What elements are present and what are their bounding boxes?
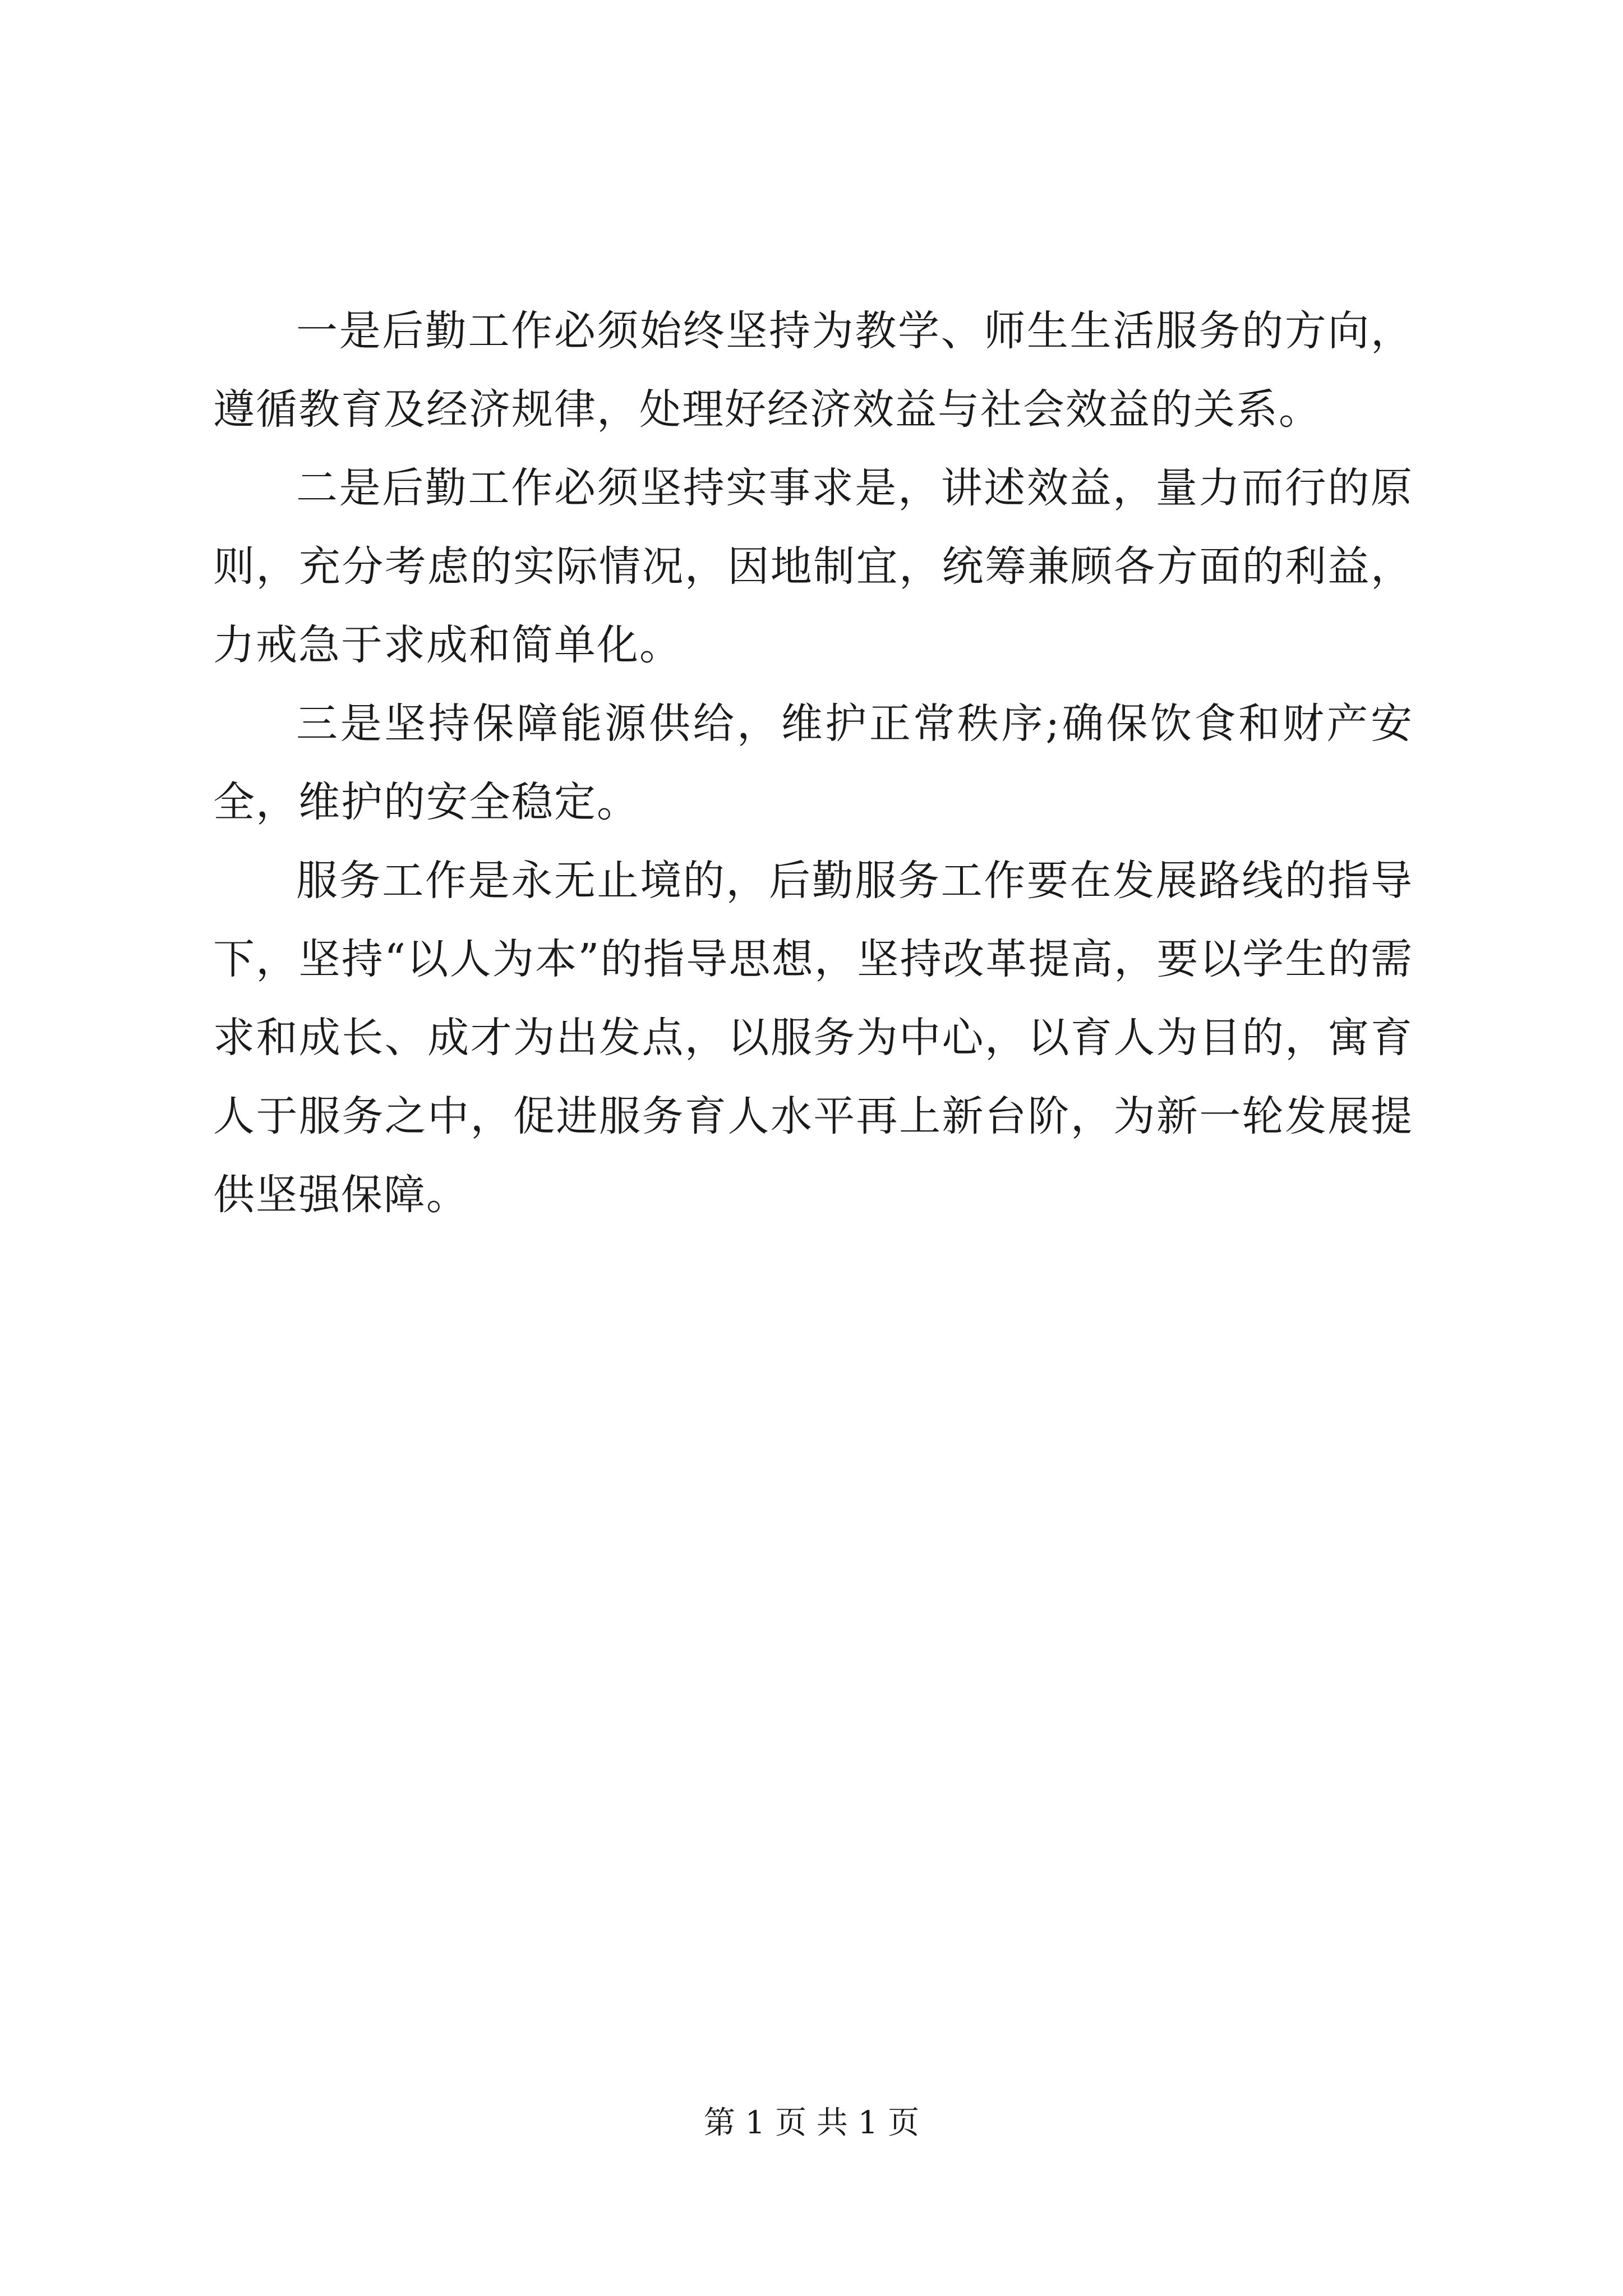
paragraph-4: 服务工作是永无止境的，后勤服务工作要在发展路线的指导下，坚持“以人为本”的指导思想，坚持改革提高，要以学生的需求和成长、成才为出发点，以服务为中心，以育人为目的，寓育人于服务之中，促进服务育人水平再上新台阶，为新一轮发展提供坚强保障。 [213, 857, 1413, 1219]
page-footer: 第 1 页 共 1 页 [703, 2105, 920, 2141]
paragraph-1: 一是后勤工作必须始终坚持为教学、师生生活服务的方向，遵循教育及经济规律，处理好经济效益与社会效益的关系。 [213, 307, 1413, 434]
paragraph-3: 三是坚持保障能源供给，维护正常秩序;确保饮食和财产安全，维护的安全稳定。 [213, 700, 1413, 826]
paragraph-2: 二是后勤工作必须坚持实事求是，讲述效益，量力而行的原则，充分考虑的实际情况，因地制宜，统筹兼顾各方面的利益，力戒急于求成和简单化。 [213, 464, 1413, 669]
document-body [213, 292, 1413, 1234]
